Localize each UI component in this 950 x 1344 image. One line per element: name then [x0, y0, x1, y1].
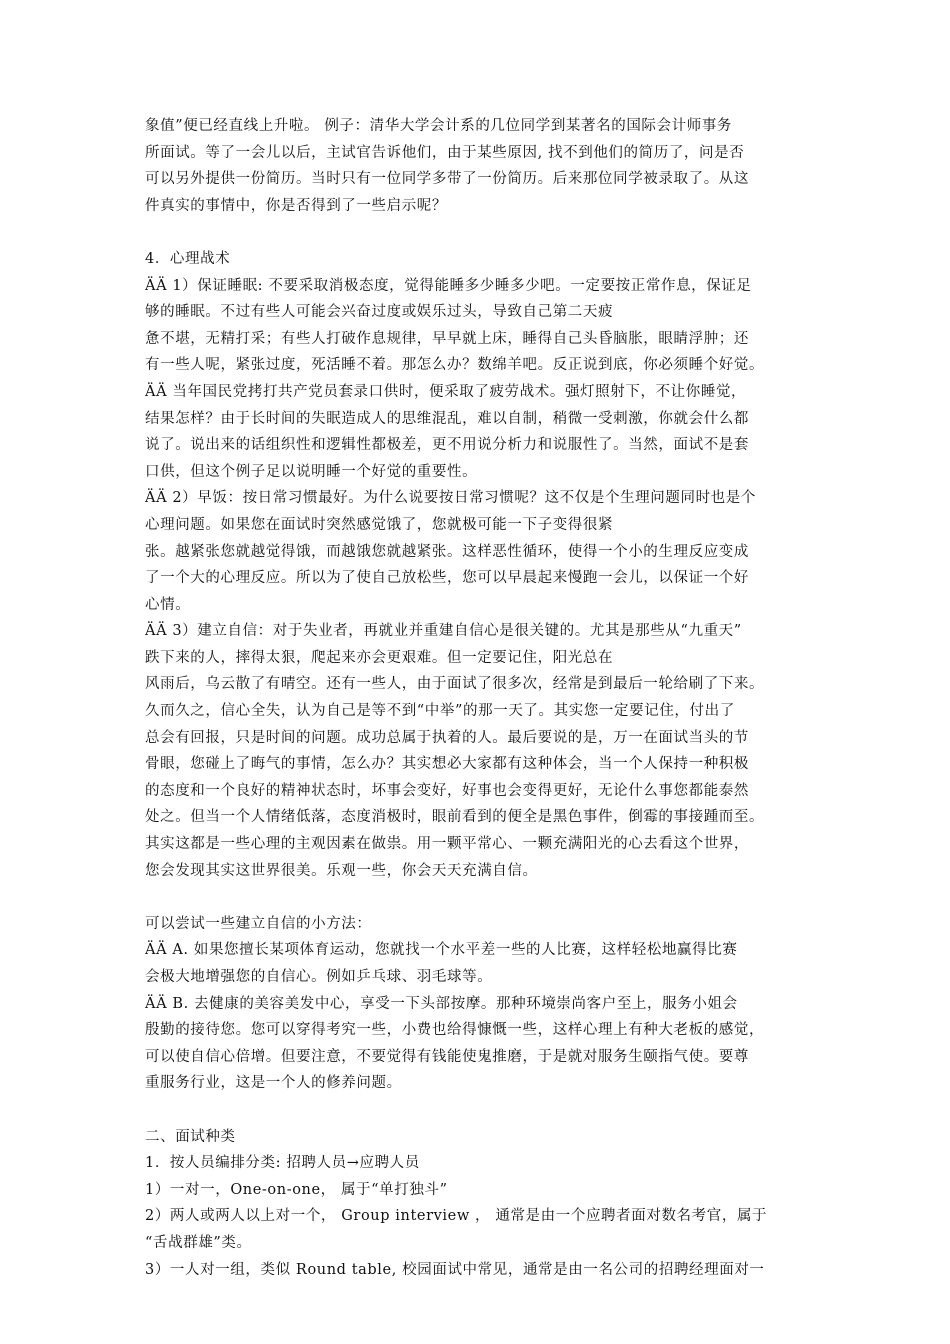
text-line: 象值”便已经直线上升啦。 例子：清华大学会计系的几位同学到某著名的国际会计师事务 [145, 118, 733, 134]
document-body [145, 113, 810, 1283]
text-line: 骨眼，您碰上了晦气的事情，怎么办？其实想必大家都有这种体会，当一个人保持一种积极 [145, 756, 749, 773]
text-line: ÄÄ B. 去健康的美容美发中心，享受一下头部按摩。那种环境崇尚客户至上，服务小姐会 [145, 995, 738, 1012]
text-line: 心理问题。如果您在面试时突然感觉饿了，您就极可能一下子变得很紧 [145, 516, 614, 533]
text-line: ÄÄ 当年国民党拷打共产党员套录口供时，便采取了疲劳战术。强灯照射下，不让你睡觉， [145, 383, 747, 400]
text-line: 够的睡眠。不过有些人可能会兴奋过度或娱乐过头，导致自己第二天疲 [145, 304, 614, 321]
text-line: ÄÄ 2）早饭：按日常习惯最好。为什么说要按日常习惯呢？这不仅是个生理问题同时也是个 [145, 490, 756, 507]
text-line: 件真实的事情中，你是否得到了一些启示呢？ [145, 197, 447, 214]
text-line: 会极大地增强您的自信心。例如乒乓球、羽毛球等。 [145, 969, 493, 985]
text-line: 风雨后，乌云散了有晴空。还有一些人，由于面试了很多次，经常是到最后一轮给刷了下来。 [145, 676, 765, 693]
text-line: 口供，但这个例子足以说明睡一个好觉的重要性。 [145, 463, 478, 480]
text-line: 张。越紧张您就越觉得饿，而越饿您就越紧张。这样恶性循环，使得一个小的生理反应变成 [145, 543, 749, 560]
text-line: 跌下来的人，摔得太狠，爬起来亦会更艰难。但一定要记住，阳光总在 [145, 649, 614, 666]
text-line: 二、面试种类 [145, 1128, 236, 1145]
text-line: “舌战群雄”类。 [145, 1234, 252, 1251]
text-line: 1）一对一，One-on-one， 属于“单打独斗” [145, 1181, 448, 1198]
text-line: 了一个大的心理反应。所以为了使自己放松些，您可以早晨起来慢跑一会儿，以保证一个好 [145, 570, 749, 587]
text-line: 总会有回报，只是时间的问题。成功总属于执着的人。最后要说的是，万一在面试当头的节 [145, 729, 749, 746]
text-line: 可以使自信心倍增。但要注意，不要觉得有钱能使鬼推磨，于是就对服务生颐指气使。要尊 [145, 1048, 749, 1065]
text-line: 您会发现其实这世界很美。乐观一些，你会天天充满自信。 [145, 862, 538, 879]
text-line: 的态度和一个良好的精神状态时，坏事会变好，好事也会变得更好，无论什么事您都能泰然 [145, 782, 749, 799]
text-line: 可以尝试一些建立自信的小方法： [145, 915, 372, 932]
text-line: ÄÄ 3）建立自信：对于失业者，再就业并重建自信心是很关键的。尤其是那些从“九重天” [145, 623, 742, 640]
text-line: ÄÄ 1）保证睡眠: 不要采取消极态度，觉得能睡多少睡多少吧。一定要按正常作息，保证足 [145, 277, 752, 294]
text-line: 其实这都是一些心理的主观因素在做祟。用一颗平常心、一颗充满阳光的心去看这个世界， [145, 836, 749, 853]
text-line: 可以另外提供一份简历。当时只有一位同学多带了一份简历。后来那位同学被录取了。从这 [145, 171, 749, 188]
text-line: 1．按人员编排分类: 招聘人员→应聘人员 [145, 1155, 420, 1172]
text-line: 所面试。等了一会儿以后，主试官告诉他们，由于某些原因, 找不到他们的简历了，问是否 [145, 144, 745, 161]
blank-line [145, 219, 810, 246]
text-line: 久而久之，信心全失，认为自己是等不到“中举”的那一天了。其实您一定要记住，付出了 [145, 703, 735, 720]
text-line: 3）一人对一组，类似 Round table, 校园面试中常见，通常是由一名公司的招聘经理面对一 [145, 1261, 765, 1278]
blank-line [145, 884, 810, 911]
text-line: 殷勤的接待您。您可以穿得考究一些，小费也给得慷慨一些，这样心理上有种大老板的感觉， [145, 1022, 765, 1039]
text-line: 惫不堪，无精打采；有些人打破作息规律，早早就上床，睡得自己头昏脑胀，眼睛浮肿；还 [145, 330, 749, 347]
text-line: 有一些人呢，紧张过度，死活睡不着。那怎么办？数绵羊吧。反正说到底，你必须睡个好觉。 [145, 357, 765, 374]
text-line: 2）两人或两人以上对一个， Group interview ， 通常是由一个应聘者面对数名考官，属于 [145, 1208, 768, 1225]
text-line: 4．心理战术 [145, 250, 231, 267]
text-line: 说了。说出来的话组织性和逻辑性都极差，更不用说分析力和说服性了。当然，面试不是套 [145, 437, 749, 454]
text-line: ÄÄ A. 如果您擅长某项体育运动，您就找一个水平差一些的人比赛，这样轻松地赢得比赛 [145, 942, 738, 959]
text-line: 处之。但当一个人情绪低落，态度消极时，眼前看到的便全是黑色事件，倒霉的事接踵而至。 [145, 809, 765, 826]
text-line: 心情。 [145, 596, 191, 613]
text-line: 重服务行业，这是一个人的修养问题。 [145, 1075, 402, 1092]
text-line: 结果怎样？由于长时间的失眠造成人的思维混乱，难以自制，稍微一受刺激，你就会什么都 [145, 410, 749, 427]
blank-line [145, 1097, 810, 1124]
